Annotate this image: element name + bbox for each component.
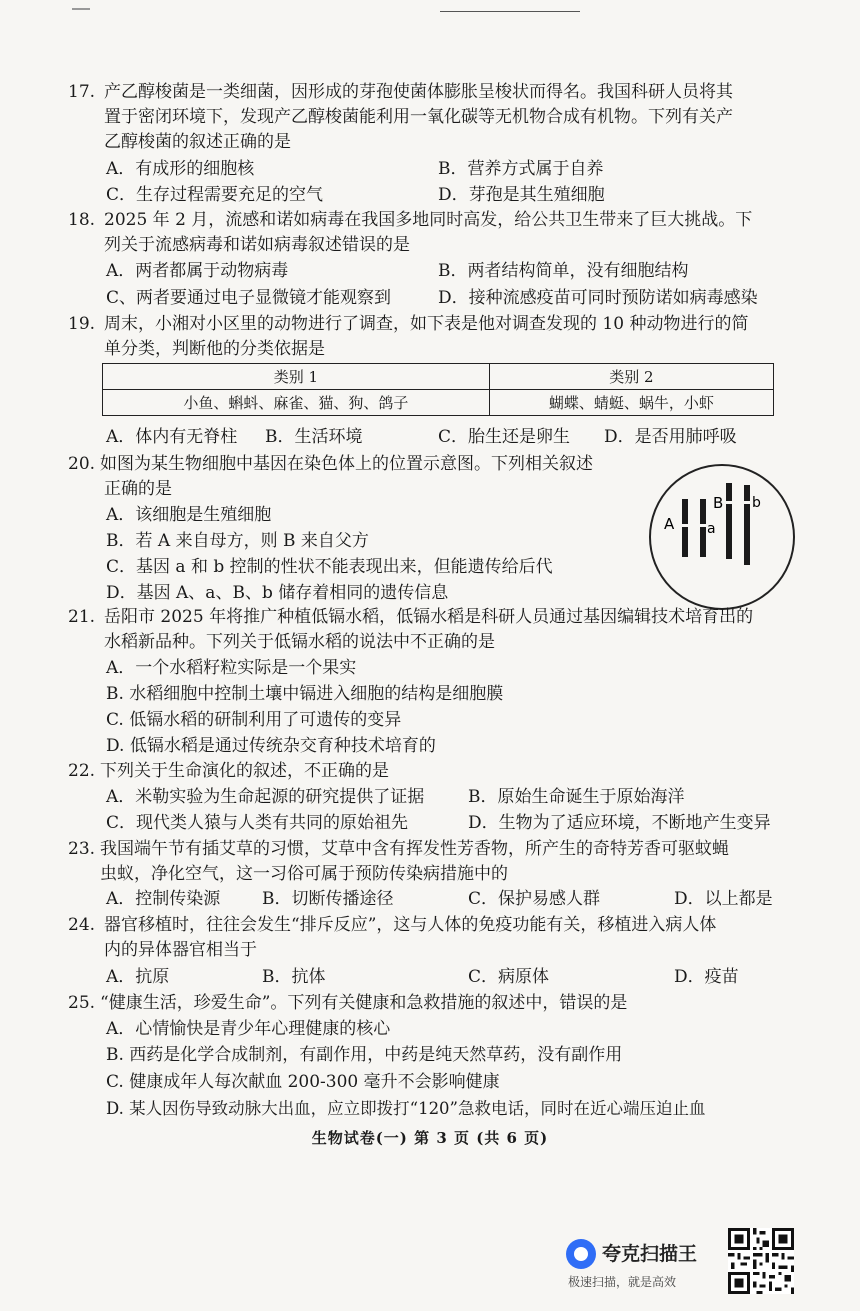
question-25: [68, 991, 100, 1016]
gene-locus-marker: [680, 524, 690, 527]
stem-line: 器官移植时，往往会发生“排斥反应”，这与人体的免疫功能有关，移植进入病人体: [104, 915, 717, 935]
option-d: D．以上都是: [674, 889, 773, 909]
gene-locus-marker: [724, 501, 734, 504]
qr-code-icon: [728, 1228, 794, 1294]
table-row: [103, 390, 774, 416]
stem-line: 正确的是: [104, 479, 172, 499]
option-c: C．现代类人猿与人类有共同的原始祖先: [106, 813, 409, 833]
stem-line: 周末，小湘对小区里的动物进行了调查，如下表是他对调查发现的 10 种动物进行的简: [104, 314, 749, 334]
gene-label-B: B: [713, 494, 724, 512]
stem-line: 我国端午节有插艾草的习惯，艾草中含有挥发性芳香物，所产生的奇特芳香可驱蚊蝇: [100, 839, 729, 859]
question-number: 19.: [68, 314, 96, 334]
stem-line: 虫蚁，净化空气，这一习俗可属于预防传染病措施中的: [100, 864, 508, 884]
question-stem: [100, 991, 800, 1016]
scanner-slogan: 极速扫描，就是高效: [568, 1275, 677, 1289]
stem-line: 下列关于生命演化的叙述，不正确的是: [100, 761, 389, 781]
option-a: A．两者都属于动物病毒: [106, 261, 289, 281]
option-c: C．生存过程需要充足的空气: [106, 185, 324, 205]
scanner-logo-icon: [566, 1239, 596, 1269]
question-21: [68, 605, 100, 630]
scanner-brand-name: 夸克扫描王: [602, 1243, 698, 1265]
stem-line: 内的异体器官相当于: [104, 940, 257, 960]
option-d: D．基因 A、a、B、b 储存着相同的遗传信息: [106, 583, 449, 603]
option-b: B．生活环境: [265, 427, 363, 447]
question-stem: [100, 452, 660, 502]
question-stem: [100, 837, 800, 887]
option-a: A．有成形的细胞核: [106, 159, 255, 179]
table-header: 类别 1: [103, 364, 490, 390]
option-a: A．该细胞是生殖细胞: [106, 505, 272, 525]
table-cell: 小鱼、蝌蚪、麻雀、猫、狗、鸽子: [103, 390, 490, 416]
chromosome: [700, 499, 706, 557]
question-stem: [100, 759, 800, 784]
page-footer: 生物试卷(一) 第 3 页 (共 6 页): [311, 1129, 549, 1147]
question-stem: [104, 312, 804, 362]
chromosome-diagram: [644, 463, 800, 611]
option-c: C．胎生还是卵生: [438, 427, 571, 447]
question-18: [68, 208, 100, 233]
stem-line: 单分类，判断他的分类依据是: [104, 339, 325, 359]
question-number: 25.: [68, 993, 96, 1013]
option-b: B. 水稻细胞中控制土壤中镉进入细胞的结构是细胞膜: [106, 684, 504, 704]
question-23: [68, 837, 100, 862]
table-cell: 蝴蝶、蜻蜓、蜗牛，小虾: [489, 390, 773, 416]
option-a: A．一个水稻籽粒实际是一个果实: [106, 658, 357, 678]
question-20: [68, 452, 100, 477]
option-d: D. 某人因伤导致动脉大出血，应立即拨打“120”急救电话，同时在近心端压迫止血: [106, 1099, 706, 1118]
option-b: B．两者结构简单，没有细胞结构: [438, 261, 689, 281]
stem-line: 置于密闭环境下，发现产乙醇梭菌能利用一氧化碳等无机物合成有机物。下列有关产: [104, 107, 733, 127]
chromosome: [682, 499, 688, 557]
option-c: C、两者要通过电子显微镜才能观察到: [106, 288, 392, 308]
option-d: D．芽孢是其生殖细胞: [438, 185, 605, 205]
classification-table: [102, 363, 774, 416]
option-d: D．生物为了适应环境，不断地产生变异: [468, 813, 771, 833]
option-b: B．原始生命诞生于原始海洋: [468, 787, 685, 807]
scanner-watermark: [566, 1233, 726, 1293]
option-d: D．疫苗: [674, 967, 739, 987]
question-number: 18.: [68, 210, 96, 230]
gene-label-a: a: [707, 521, 716, 537]
option-b: B．营养方式属于自养: [438, 159, 604, 179]
option-a: A．控制传染源: [106, 889, 221, 909]
option-b: B．抗体: [262, 967, 326, 987]
question-24: [68, 913, 100, 938]
stem-line: “健康生活，珍爱生命”。下列有关健康和急救措施的叙述中，错误的是: [100, 993, 628, 1013]
table-header-row: [103, 364, 774, 390]
stem-line: 如图为某生物细胞中基因在染色体上的位置示意图。下列相关叙述: [100, 454, 593, 474]
option-a: A．体内有无脊柱: [106, 427, 238, 447]
stem-line: 岳阳市 2025 年将推广种植低镉水稻，低镉水稻是科研人员通过基因编辑技术培育出的: [104, 607, 754, 627]
chromosome: [744, 485, 750, 565]
option-c: C．保护易感人群: [468, 889, 601, 909]
option-c: C. 健康成年人每次献血 200-300 毫升不会影响健康: [106, 1072, 500, 1092]
stem-line: 产乙醇梭菌是一类细菌，因形成的芽孢使菌体膨胀呈梭状而得名。我国科研人员将其: [104, 82, 733, 102]
question-17: [68, 80, 100, 105]
stem-line: 乙醇梭菌的叙述正确的是: [104, 132, 291, 152]
table-header: 类别 2: [489, 364, 773, 390]
scan-mark: [72, 8, 90, 10]
option-d: D．是否用肺呼吸: [604, 427, 737, 447]
option-c: C．基因 a 和 b 控制的性状不能表现出来，但能遗传给后代: [106, 557, 553, 577]
option-b: B．切断传播途径: [262, 889, 394, 909]
question-number: 24.: [68, 915, 96, 935]
option-b: B．若 A 来自母方，则 B 来自父方: [106, 531, 369, 551]
stem-line: 列关于流感病毒和诺如病毒叙述错误的是: [104, 235, 410, 255]
question-number: 22.: [68, 761, 96, 781]
option-b: B. 西药是化学合成制剂，有副作用，中药是纯天然草药，没有副作用: [106, 1045, 623, 1065]
stem-line: 水稻新品种。下列关于低镉水稻的说法中不正确的是: [104, 632, 495, 652]
question-22: [68, 759, 100, 784]
question-number: 21.: [68, 607, 96, 627]
option-a: A．心情愉快是青少年心理健康的核心: [106, 1019, 391, 1039]
cell-outline: [650, 465, 794, 609]
question-number: 20.: [68, 454, 96, 474]
gene-locus-marker: [742, 501, 752, 504]
question-stem: [104, 80, 804, 155]
question-19: [68, 312, 100, 337]
option-c: C．病原体: [468, 967, 550, 987]
question-number: 23.: [68, 839, 96, 859]
chromosome: [726, 483, 732, 559]
option-a: A．米勒实验为生命起源的研究提供了证据: [106, 787, 425, 807]
option-d: D. 低镉水稻是通过传统杂交育种技术培育的: [106, 736, 436, 756]
question-stem: [104, 208, 804, 258]
option-a: A．抗原: [106, 967, 170, 987]
question-stem: [104, 913, 804, 963]
question-stem: [104, 605, 804, 655]
stem-line: 2025 年 2 月，流感和诺如病毒在我国多地同时高发，给公共卫生带来了巨大挑战。下: [104, 210, 753, 230]
option-c: C. 低镉水稻的研制利用了可遗传的变异: [106, 710, 402, 730]
gene-label-A: A: [664, 515, 675, 533]
gene-label-b: b: [752, 495, 761, 511]
option-d: D．接种流感疫苗可同时预防诺如病毒感染: [438, 288, 758, 308]
question-number: 17.: [68, 82, 96, 102]
header-rule: [440, 11, 580, 12]
